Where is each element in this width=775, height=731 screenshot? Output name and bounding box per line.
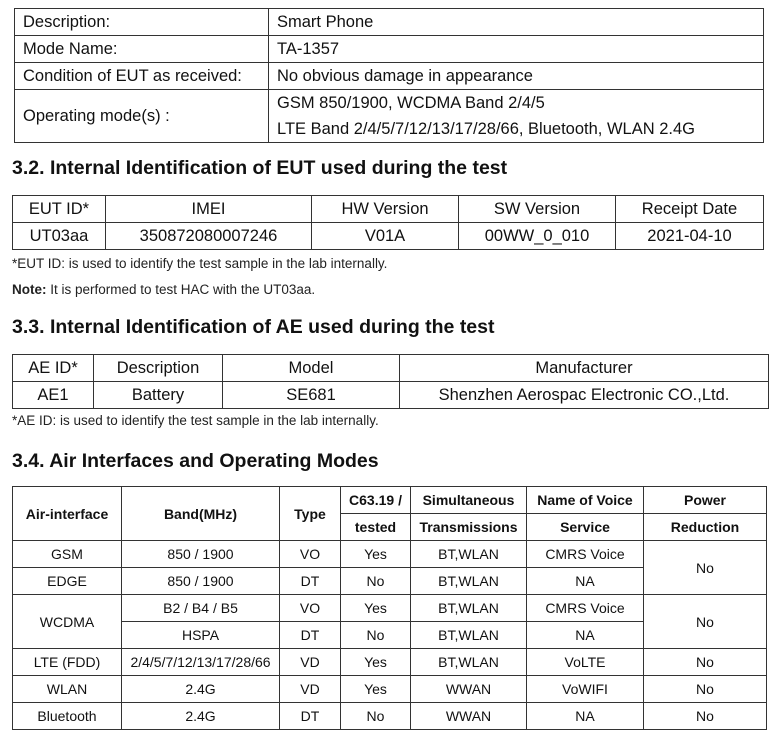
table-row [13,223,764,250]
description-value: Smart Phone [269,9,764,36]
eut-id-value: UT03aa [13,223,106,250]
table-row [15,90,764,143]
header-power-line2: Reduction [644,514,767,541]
lte-tested: Yes [341,649,411,676]
header-hw-version: HW Version [312,196,459,223]
edge-tested: No [341,568,411,595]
header-simultaneous-line1: Simultaneous [411,487,527,514]
wlan-voice: VoWIFI [527,676,644,703]
edge-type: DT [280,568,341,595]
lte-simultaneous: BT,WLAN [411,649,527,676]
section-3-3-heading: 3.3. Internal Identification of AE used during the test [12,316,495,338]
wcdma-power: No [644,595,767,649]
table-row [13,676,767,703]
header-c63-line2: tested [341,514,411,541]
table-row [15,36,764,63]
hspa-type: DT [280,622,341,649]
header-sw-version: SW Version [459,196,616,223]
header-model: Model [223,355,400,382]
header-eut-id: EUT ID* [13,196,106,223]
wlan-air: WLAN [13,676,122,703]
ae-model-value: SE681 [223,382,400,409]
device-description-table [14,8,764,143]
bluetooth-simultaneous: WWAN [411,703,527,730]
bluetooth-band: 2.4G [122,703,280,730]
wcdma-simultaneous: BT,WLAN [411,595,527,622]
table-row [13,382,769,409]
gsm-air: GSM [13,541,122,568]
wcdma-tested: Yes [341,595,411,622]
lte-type: VD [280,649,341,676]
header-manufacturer: Manufacturer [400,355,769,382]
lte-voice: VoLTE [527,649,644,676]
section-3-4-heading: 3.4. Air Interfaces and Operating Modes [12,450,379,472]
hw-version-value: V01A [312,223,459,250]
header-air-interface: Air-interface [13,487,122,541]
edge-air: EDGE [13,568,122,595]
wlan-power: No [644,676,767,703]
ae-identification-table [12,354,769,409]
hspa-simultaneous: BT,WLAN [411,622,527,649]
wlan-tested: Yes [341,676,411,703]
header-ae-id: AE ID* [13,355,94,382]
bluetooth-type: DT [280,703,341,730]
ae-manufacturer-value: Shenzhen Aerospac Electronic CO.,Ltd. [400,382,769,409]
table-row [13,541,767,568]
mode-name-value: TA-1357 [269,36,764,63]
header-voice-line1: Name of Voice [527,487,644,514]
gsm-band: 850 / 1900 [122,541,280,568]
hspa-voice: NA [527,622,644,649]
lte-air: LTE (FDD) [13,649,122,676]
table-row [13,649,767,676]
wlan-band: 2.4G [122,676,280,703]
gsm-tested: Yes [341,541,411,568]
gsm-type: VO [280,541,341,568]
receipt-date-value: 2021-04-10 [616,223,764,250]
description-label: Description: [15,9,269,36]
edge-band: 850 / 1900 [122,568,280,595]
wcdma-air: WCDMA [13,595,122,649]
header-voice-line2: Service [527,514,644,541]
wlan-simultaneous: WWAN [411,676,527,703]
header-receipt-date: Receipt Date [616,196,764,223]
table-row [15,63,764,90]
bluetooth-air: Bluetooth [13,703,122,730]
section-3-2-heading: 3.2. Internal Identification of EUT used during the test [12,157,508,179]
header-c63-line1: C63.19 / [341,487,411,514]
mode-name-label: Mode Name: [15,36,269,63]
hspa-band: HSPA [122,622,280,649]
table-header-row [13,355,769,382]
bluetooth-voice: NA [527,703,644,730]
header-power-line1: Power [644,487,767,514]
ae-description-value: Battery [94,382,223,409]
gsm-simultaneous: BT,WLAN [411,541,527,568]
condition-value: No obvious damage in appearance [269,63,764,90]
wcdma-voice: CMRS Voice [527,595,644,622]
wcdma-band: B2 / B4 / B5 [122,595,280,622]
wlan-type: VD [280,676,341,703]
table-header-row [13,196,764,223]
imei-value: 350872080007246 [106,223,312,250]
ae-id-value: AE1 [13,382,94,409]
operating-mode-line-1: GSM 850/1900, WCDMA Band 2/4/5 [277,94,545,112]
gsm-voice: CMRS Voice [527,541,644,568]
table-row [13,595,767,622]
table-row [13,703,767,730]
header-description: Description [94,355,223,382]
operating-mode-value [269,90,764,143]
lte-power: No [644,649,767,676]
note-text: It is performed to test HAC with the UT03aa. [46,282,316,297]
header-simultaneous-line2: Transmissions [411,514,527,541]
condition-label: Condition of EUT as received: [15,63,269,90]
bluetooth-power: No [644,703,767,730]
operating-mode-line-2: LTE Band 2/4/5/7/12/13/17/28/66, Bluetooth, WLAN 2.4G [277,120,695,138]
ae-footnote: *AE ID: is used to identify the test sample in the lab internally. [12,413,379,428]
gsm-edge-power: No [644,541,767,595]
bluetooth-tested: No [341,703,411,730]
edge-simultaneous: BT,WLAN [411,568,527,595]
operating-mode-label: Operating mode(s) : [15,90,269,143]
sw-version-value: 00WW_0_010 [459,223,616,250]
table-row [15,9,764,36]
header-type: Type [280,487,341,541]
wcdma-type: VO [280,595,341,622]
eut-note [12,282,315,297]
table-header-row [13,487,767,514]
hspa-tested: No [341,622,411,649]
edge-voice: NA [527,568,644,595]
air-interfaces-table [12,486,767,730]
note-label: Note: [12,282,47,297]
eut-footnote: *EUT ID: is used to identify the test sample in the lab internally. [12,256,388,271]
lte-band: 2/4/5/7/12/13/17/28/66 [122,649,280,676]
eut-identification-table [12,195,764,250]
header-imei: IMEI [106,196,312,223]
header-band: Band(MHz) [122,487,280,541]
